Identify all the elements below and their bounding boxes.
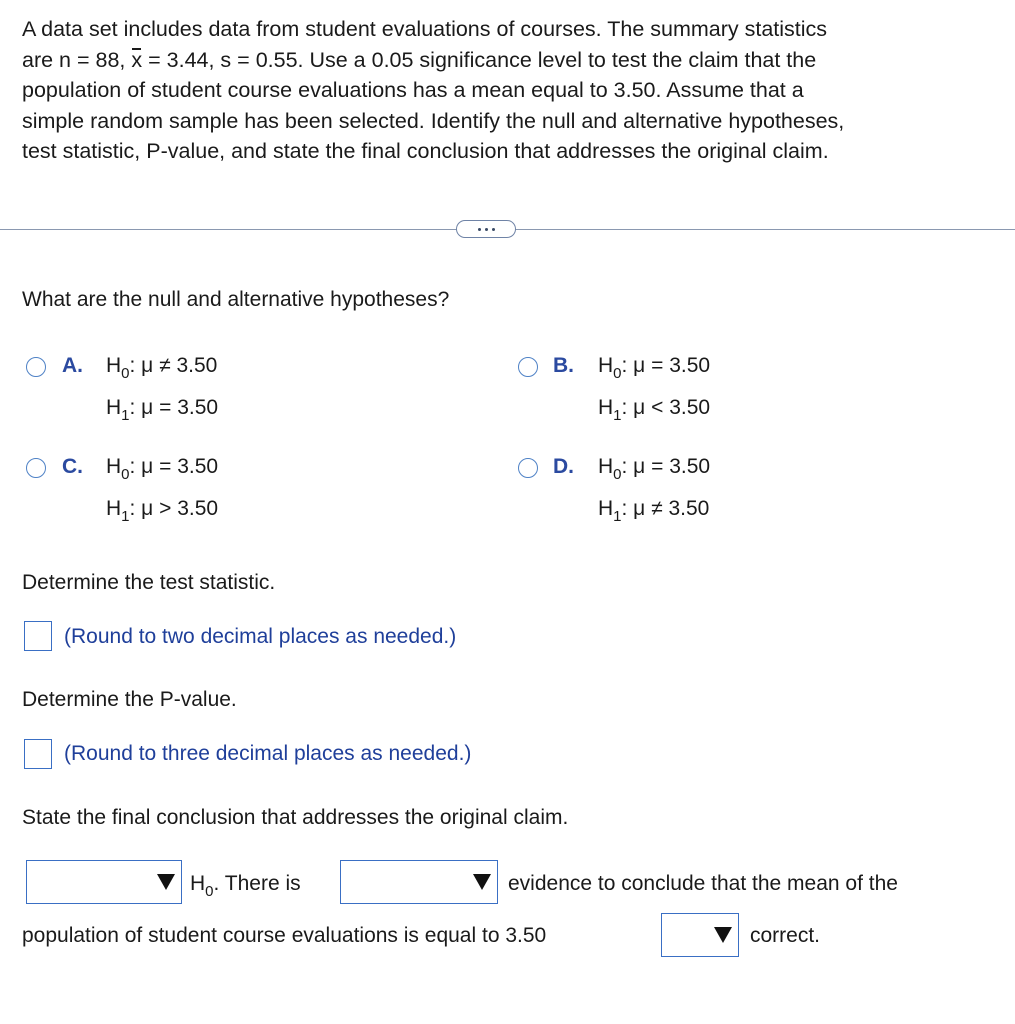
dropdown-arrow-icon — [157, 874, 175, 890]
option-c-h1: $H_1$: μ > 3.50 — [106, 497, 219, 525]
problem-line-4: simple random sample has been selected. Identify the null and alternative hypotheses, — [22, 108, 845, 133]
reject-decision-dropdown[interactable] — [26, 860, 182, 904]
option-b-radio[interactable] — [518, 357, 538, 377]
option-d-h1: $H_1$: μ ≠ 3.50 — [598, 497, 710, 525]
conclusion-line-2: population of student course evaluations is equal to 3.50 — [22, 924, 547, 947]
dot-icon — [485, 228, 488, 231]
option-a-h1: $H_1$: μ = 3.50 — [106, 396, 219, 424]
problem-line-3: population of student course evaluations has a mean equal to 3.50. Assume that a — [22, 78, 804, 102]
claim-correctness-dropdown[interactable] — [661, 913, 739, 957]
evidence-level-dropdown[interactable] — [340, 860, 498, 904]
option-c-h0: $H_0$: μ = 3.50 — [106, 455, 219, 483]
dropdown-arrow-icon — [473, 874, 491, 890]
option-a-radio[interactable] — [26, 357, 46, 377]
p-value-hint: (Round to three decimal places as needed.) — [64, 742, 472, 765]
conclusion-correct-text: correct. — [750, 924, 821, 947]
dot-icon — [492, 228, 495, 231]
option-d-radio[interactable] — [518, 458, 538, 478]
problem-line-5: test statistic, P-value, and state the final conclusion that addresses the original claim. — [22, 139, 829, 163]
dot-icon — [478, 228, 481, 231]
option-d-h0: $H_0$: μ = 3.50 — [598, 455, 711, 483]
conclusion-h0-text: $H_0$. There is — [190, 872, 301, 900]
problem-statement — [22, 14, 997, 167]
conclusion-question: State the final conclusion that addresses the original claim. — [22, 806, 569, 829]
test-statistic-question: Determine the test statistic. — [22, 571, 276, 594]
option-b-letter: B. — [553, 354, 574, 377]
test-statistic-hint: (Round to two decimal places as needed.) — [64, 625, 457, 648]
more-options-button[interactable] — [456, 220, 516, 238]
dropdown-arrow-icon — [714, 927, 732, 943]
conclusion-evidence-text: evidence to conclude that the mean of the — [508, 872, 898, 895]
p-value-input[interactable] — [24, 739, 52, 769]
problem-line-2 — [22, 45, 997, 76]
option-c-letter: C. — [62, 455, 83, 478]
option-a-letter: A. — [62, 354, 83, 377]
option-c-radio[interactable] — [26, 458, 46, 478]
p-value-question: Determine the P-value. — [22, 688, 237, 711]
problem-line-2-rest: = 3.44, s = 0.55. Use a 0.05 significance level to test the claim that the — [142, 47, 817, 72]
option-a-h0: $H_0$: μ ≠ 3.50 — [106, 354, 218, 382]
x-bar-symbol: x — [131, 45, 142, 76]
option-b-h1: $H_1$: μ < 3.50 — [598, 396, 711, 424]
problem-line-2-start: are n = 88, — [22, 47, 126, 72]
option-d-letter: D. — [553, 455, 574, 478]
option-b-h0: $H_0$: μ = 3.50 — [598, 354, 711, 382]
hypotheses-question: What are the null and alternative hypotheses? — [22, 288, 450, 311]
test-statistic-input[interactable] — [24, 621, 52, 651]
problem-line-1: A data set includes data from student evaluations of courses. The summary statistics — [22, 17, 828, 41]
